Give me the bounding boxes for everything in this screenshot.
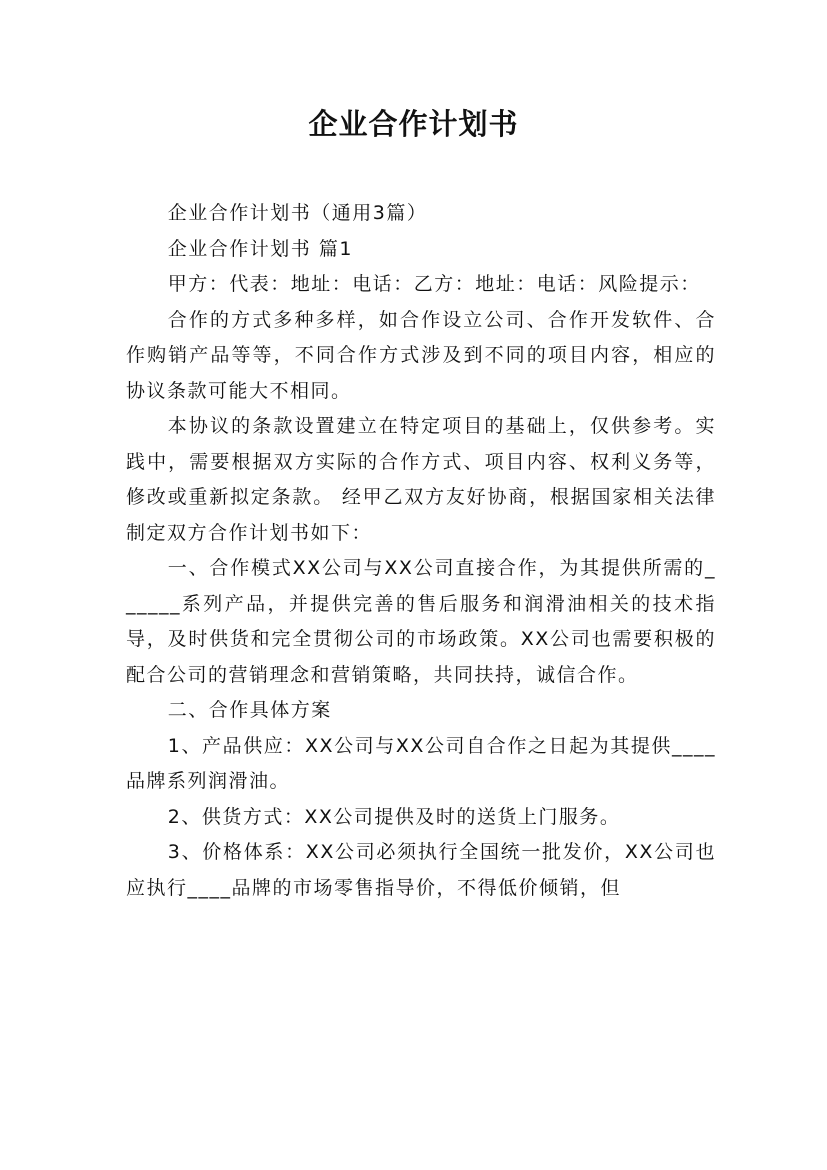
document-title: 企业合作计划书: [308, 107, 519, 141]
paragraph-pricing: 3、价格体系：XX公司必须执行全国统一批发价，XX公司也应执行____品牌的市场零售指导价，不得低价倾销，但: [126, 841, 716, 899]
paragraph-delivery: 2、供货方式：XX公司提供及时的送货上门服务。: [167, 805, 621, 828]
paragraph-section-heading: 企业合作计划书 篇1: [167, 237, 353, 260]
paragraph-subtitle: 企业合作计划书（通用3篇）: [167, 202, 428, 224]
paragraph-plan-heading: 二、合作具体方案: [167, 699, 332, 721]
paragraph-reference: 本协议的条款设置建立在特定项目的基础上，仅供参考。实践中，需要根据双方实际的合作方式、项目内容、权利义务等，修改或重新拟定条款。 经甲乙双方友好协商，根据国家相关法律制定双方合作计划书如下：: [126, 415, 716, 544]
paragraph-risk-note: 合作的方式多种多样，如合作设立公司、合作开发软件、合作购销产品等等，不同合作方式涉及到不同的项目内容，相应的协议条款可能大不相同。: [126, 308, 716, 402]
paragraph-cooperation-mode: 一、合作模式XX公司与XX公司直接合作，为其提供所需的______系列产品，并提供完善的售后服务和润滑油相关的技术指导，及时供货和完全贯彻公司的市场政策。XX公司也需要积极的配合公司的营销理念和营销策略，共同扶持，诚信合作。: [126, 557, 716, 686]
document-body: [126, 196, 716, 906]
paragraph-parties: 甲方：代表：地址：电话：乙方：地址：电话：风险提示：: [167, 273, 701, 295]
paragraph-product-supply: 1、产品供应：XX公司与XX公司自合作之日起为其提供____品牌系列润滑油。: [126, 734, 716, 792]
